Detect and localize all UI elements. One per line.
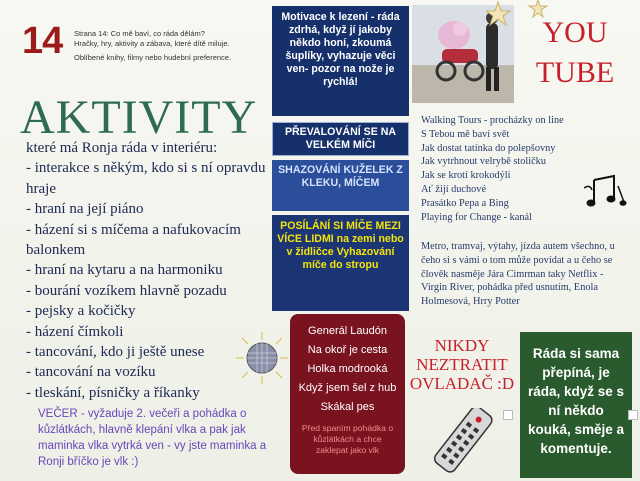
header-line-2: Hračky, hry, aktivity a zábava, které dítě miluje. bbox=[74, 39, 230, 48]
bedtime-note: Před spaním pohádka o kůzlátkách a chce zaklepat jako vlk bbox=[301, 423, 394, 455]
remote-control-icon bbox=[428, 408, 502, 481]
list-item: Jak vytrhnout velrybě stoličku bbox=[421, 156, 546, 168]
song-item: Na okoř je cesta bbox=[307, 344, 388, 356]
list-item: - bourání vozíkem hlavně pozadu bbox=[26, 282, 227, 299]
list-item: - házení čímkoli bbox=[26, 323, 124, 340]
list-item: - házení si s míčema a nafukovacím balonkem bbox=[26, 221, 241, 259]
header-line-3: Oblíbené knihy, filmy nebo hudební preference. bbox=[74, 53, 232, 62]
list-item: Ať žijí duchové bbox=[421, 183, 487, 195]
selection-handle-right[interactable] bbox=[628, 410, 638, 420]
remote-usage-box: Ráda si sama přepíná, je ráda, když se s ní někdo kouká, směje a komentuje. bbox=[520, 332, 632, 478]
warning-line-2: NEZTRATIT bbox=[416, 355, 508, 374]
list-item: Jak dostat tatínka do polepšovny bbox=[421, 142, 556, 154]
ball-rolling-box: PŘEVALOVÁNÍ SE NA VELKÉM MÍČI bbox=[272, 122, 409, 156]
list-item: - tancování, kdo ji ještě unese bbox=[26, 344, 205, 361]
list-item: Prasátko Pepa a Bing bbox=[421, 197, 509, 209]
list-item: Playing for Change - kanál bbox=[421, 211, 532, 223]
selection-handle-left[interactable] bbox=[503, 410, 513, 420]
songs-box bbox=[290, 314, 405, 474]
song-item: Holka modrooká bbox=[307, 363, 388, 375]
disco-ball-icon bbox=[236, 332, 288, 389]
list-item: které má Ronja ráda v interiéru: bbox=[26, 140, 218, 156]
warning-line-3: OVLADAČ :D bbox=[409, 374, 515, 393]
page-title: AKTIVITY bbox=[20, 91, 258, 144]
skittles-box: SHAZOVÁNÍ KUŽELEK Z KLEKU, MÍČEM bbox=[272, 160, 409, 211]
list-item: - tleskání, písničky a říkanky bbox=[26, 384, 200, 401]
list-item: - tancování na vozíku bbox=[26, 364, 156, 381]
list-item: Walking Tours - procházky on line bbox=[421, 115, 564, 126]
header-line-1: Strana 14: Co mě baví, co ráda dělám? bbox=[74, 29, 205, 38]
song-item: Když jsem šel z hub bbox=[298, 382, 397, 394]
song-item: Generál Laudón bbox=[308, 325, 387, 337]
list-item: - pejsky a kočičky bbox=[26, 303, 136, 320]
page-header bbox=[74, 29, 264, 63]
page-number: 14 bbox=[22, 20, 63, 62]
youtube-line-2: TUBE bbox=[535, 56, 615, 89]
ball-passing-box: POSÍLÁNÍ SI MÍČE MEZI VÍCE LIDMI na zemi nebo v židličce Vyhazování míče do stropu bbox=[272, 215, 409, 311]
evening-note: VEČER - vyžaduje 2. večeři a pohádka o kůzlátkách, hlavně klepání vlka a pak jak maminka vlka vytrká ven - vy jste maminka a Ronji bříčko je vlk :) bbox=[38, 408, 267, 468]
other-interests: Metro, tramvaj, výtahy, jízda autem všechno, u čeho si s vámi o tom může povídat a u čeho se člověk nasměje Jára Cimrman taky Netflix - Virgin River, pohádka před usnutím, Enola Holmesová, Hrry Potter bbox=[421, 241, 615, 308]
list-item: Jak se krotí krokodýli bbox=[421, 170, 511, 182]
youtube-line-1: YOU bbox=[542, 16, 608, 49]
warning-line-1: NIKDY bbox=[434, 336, 490, 355]
song-item: Skákal pes bbox=[320, 401, 375, 413]
music-notes-icon bbox=[584, 172, 628, 217]
remote-warning bbox=[408, 336, 516, 393]
list-item: S Tebou mě baví svět bbox=[421, 128, 510, 140]
youtube-title bbox=[520, 13, 630, 93]
list-item: - interakce s někým, kdo si s ní opravdu hraje bbox=[26, 160, 266, 197]
list-item: - hraní na kytaru a na harmoniku bbox=[26, 262, 223, 279]
list-item: - hraní na její piáno bbox=[26, 201, 144, 218]
motivation-box: Motivace k lezení - ráda zdrhá, když jí jakoby někdo honí, zkoumá šuplíky, vyhazuje věci ven- pozor na nože je rychlá! bbox=[272, 6, 409, 116]
